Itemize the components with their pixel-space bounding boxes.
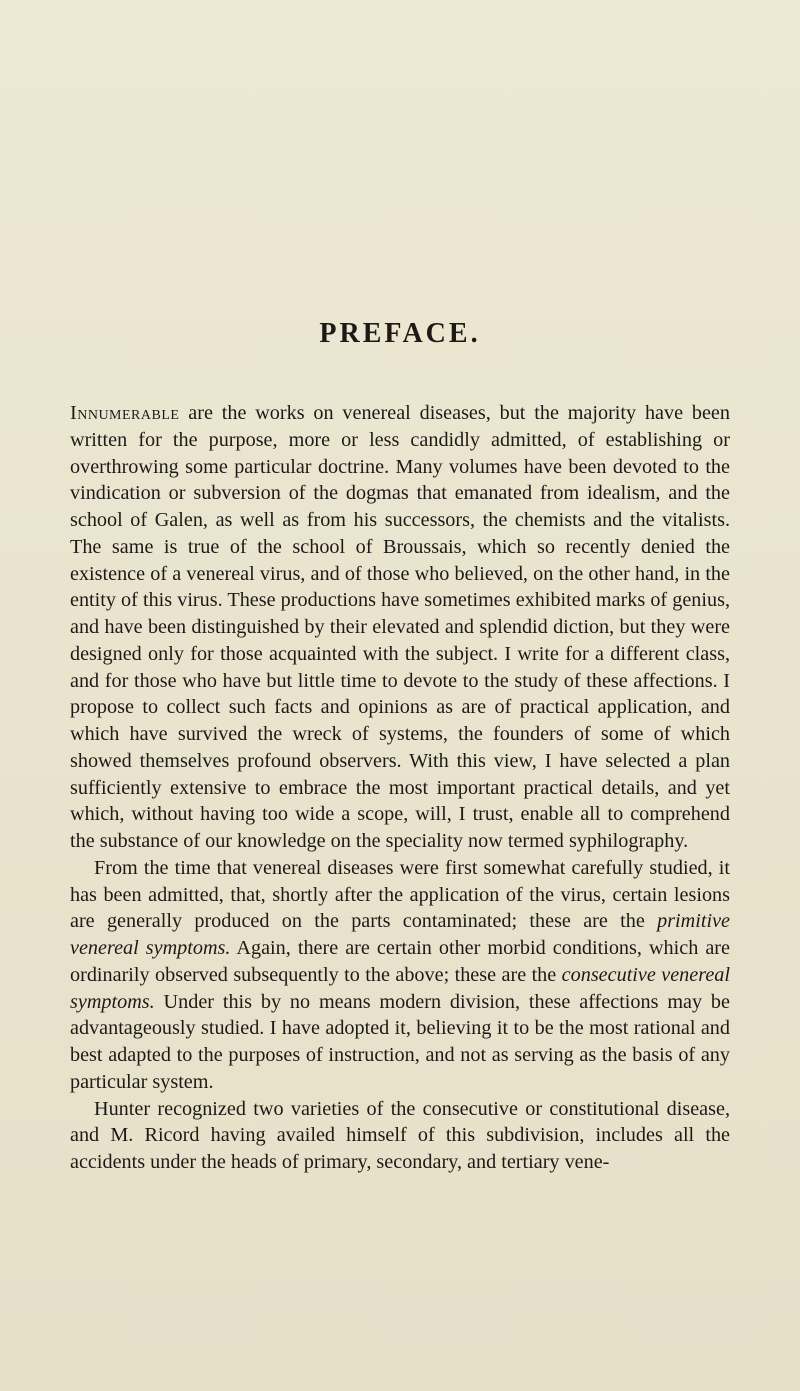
paragraph-2-text-a: From the time that venereal diseases were first somewhat carefully studied, it has been admitted, that, shortly after the application of the virus, certain lesions are generally produced on the parts contaminated; these are the <box>70 856 730 933</box>
paragraph-2 <box>70 855 730 1096</box>
term-consecutive-symptoms: consecutive venereal symptoms. <box>70 963 730 1013</box>
term-primitive-symptoms: primitive venereal symptoms. <box>70 910 730 959</box>
paragraph-3-text: Hunter recognized two varieties of the consecutive or constitutional disease, and M. Ricord having availed himself of this subdivision, includes all the accidents under the heads of primary, secondary, and tertiary vene- <box>70 1097 730 1173</box>
paragraph-2-text-c: Under this by no means modern division, these affections may be advantageously studied. I have adopted it, believing it to be the most rational and best adapted to the purposes of instruction, and not as serving as the basis of any particular system. <box>70 990 730 1093</box>
page-title: PREFACE. <box>319 318 481 349</box>
body-text <box>70 400 730 1176</box>
drop-word: Innumerable <box>70 402 180 424</box>
paragraph-1-text: are the works on venereal diseases, but the majority have been written for the purpose, more or less candidly admitted, of establishing or overthrowing some particular doctrine. Many volumes have been devoted to the vindication or subversion of the dogmas that emanated from idealism, and the school of Galen, as well as from his successors, the chemists and the vitalists. The same is true of the school of Broussais, which so recently denied the existence of a venereal virus, and of those who believed, on the other hand, in the entity of this virus. These productions have sometimes exhibited marks of genius, and have been distinguished by their elevated and splendid diction, but they were designed only for those acquainted with the subject. I write for a different class, and for those who have but little time to devote to the study of these affections. I propose to collect such facts and opinions as are of practical application, and which have survived the wreck of systems, the founders of some of which showed themselves profound observers. With this view, I have selected a plan sufficiently extensive to embrace the most important practical details, and yet which, without having too wide a scope, will, I trust, enable all to comprehend the substance of our knowledge on the speciality now termed syphilography. <box>70 402 730 852</box>
paragraph-1 <box>70 400 730 855</box>
paragraph-3 <box>70 1096 730 1176</box>
paragraph-2-text-b: Again, there are certain other morbid conditions, which are ordinarily observed subsequently to the above; these are the <box>70 937 730 986</box>
